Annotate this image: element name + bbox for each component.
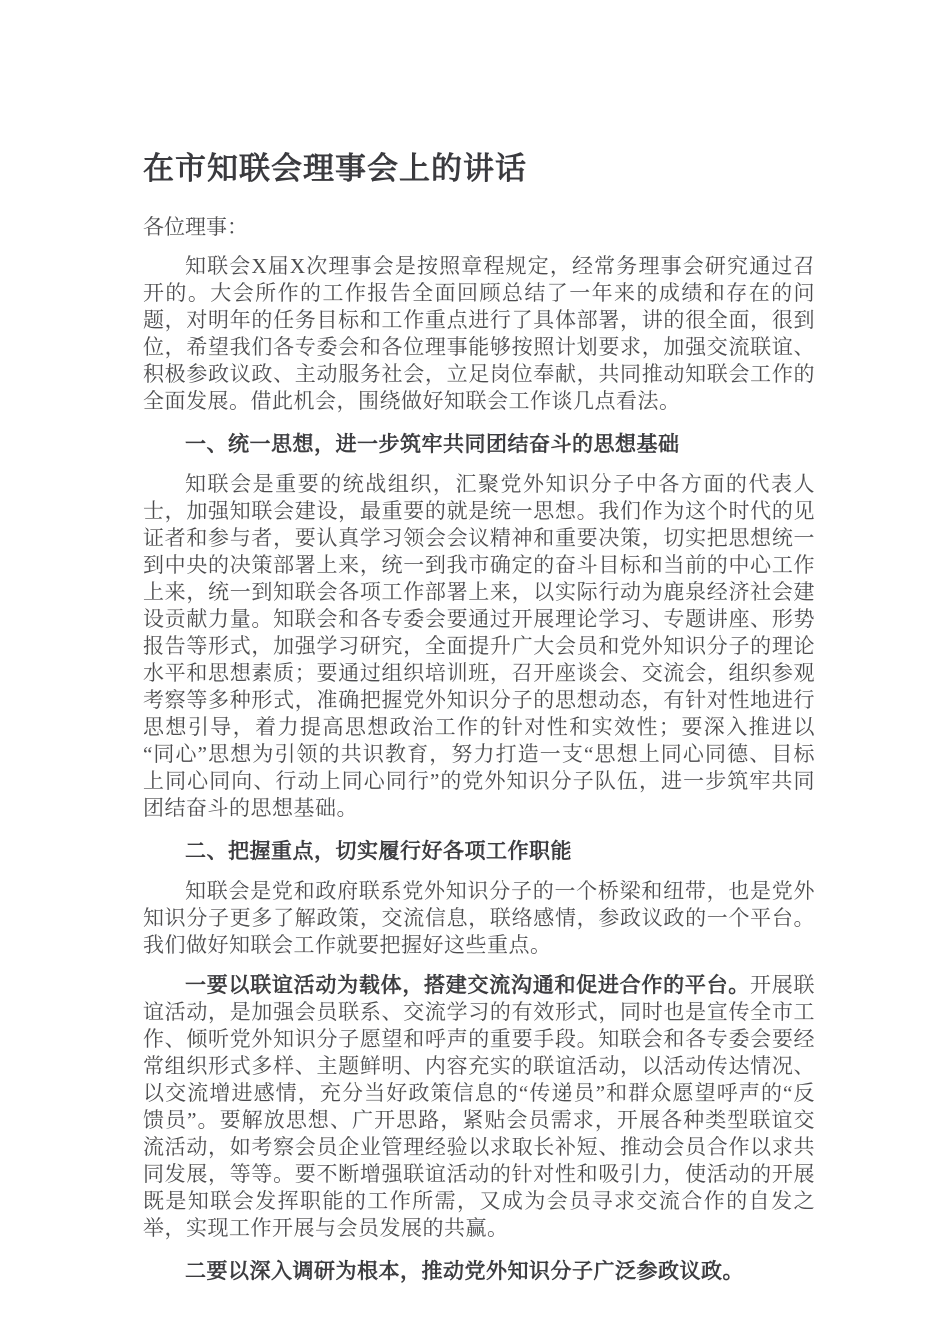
point-1-body-text: 开展联谊活动，是加强会员联系、交流学习的有效形式，同时也是宣传全市工作、倾听党外知识分子愿望和呼声的重要手段。知联会和各专委会要经常组织形式多样、主题鲜明、内容充实的联谊活动，以活动传达情况、以交流增进感情，充分当好政策信息的“传递员”和群众愿望呼声的“反馈员”。要解放思想、广开思路，紧贴会员需求，开展各种类型联谊交流活动，如考察会员企业管理经验以求取长补短、推动会员合作以求共同发展，等等。要不断增强联谊活动的针对性和吸引力，使活动的开展既是知联会发挥职能的工作所需，又成为会员寻求交流合作的自发之举，实现工作开展与会员发展的共赢。 (143, 973, 816, 1240)
section-2-paragraph: 知联会是党和政府联系党外知识分子的一个桥梁和纽带，也是党外知识分子更多了解政策，交流信息，联络感情，参政议政的一个平台。我们做好知联会工作就要把握好这些重点。 (143, 879, 815, 957)
section-1-paragraph: 知联会是重要的统战组织，汇聚党外知识分子中各方面的代表人士，加强知联会建设，最重要的就是统一思想。我们作为这个时代的见证者和参与者，要认真学习领会会议精神和重要决策，切实把思想统一到中央的决策部署上来，统一到我市确定的奋斗目标和当前的中心工作上来，统一到知联会各项工作部署上来，以实际行动为鹿泉经济社会建设贡献力量。知联会和各专委会要通过开展理论学习、专题讲座、形势报告等形式，加强学习研究，全面提升广大会员和党外知识分子的理论水平和思想素质；要通过组织培训班，召开座谈会、交流会，组织参观考察等多种形式，准确把握党外知识分子的思想动态，有针对性地进行思想引导，着力提高思想政治工作的针对性和实效性；要深入推进以“同心”思想为引领的共识教育，努力打造一支“思想上同心同德、目标上同心同向、行动上同心同行”的党外知识分子队伍，进一步筑牢共同团结奋斗的思想基础。 (143, 472, 815, 820)
opening-paragraph: 知联会X届X次理事会是按照章程规定，经常务理事会研究通过召开的。大会所作的工作报告全面回顾总结了一年来的成绩和存在的问题，对明年的任务目标和工作重点进行了具体部署，讲的很全面，很到位，希望我们各专委会和各位理事能够按照计划要求，加强交流联谊、积极参政议政、主动服务社会，立足岗位奉献，共同推动知联会工作的全面发展。借此机会，围绕做好知联会工作谈几点看法。 (143, 254, 815, 413)
point-1-paragraph (143, 972, 815, 1242)
document-title: 在市知联会理事会上的讲话 (143, 151, 527, 186)
section-2-heading: 二、把握重点，切实履行好各项工作职能 (185, 840, 572, 863)
point-2-lead-paragraph: 二要以深入调研为根本，推动党外知识分子广泛参政议政。 (185, 1260, 744, 1283)
section-1-heading: 一、统一思想，进一步筑牢共同团结奋斗的思想基础 (185, 433, 680, 456)
point-1-lead-bold: 一要以联谊活动为载体，搭建交流沟通和促进合作的平台。 (185, 974, 751, 997)
salutation-line: 各位理事： (143, 215, 248, 239)
